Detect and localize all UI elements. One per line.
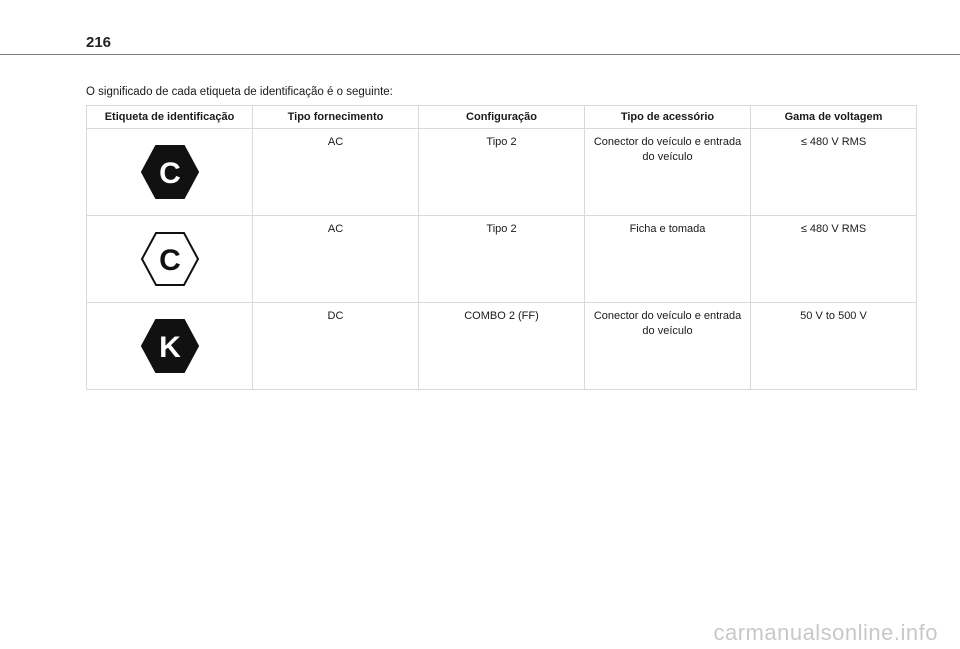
hexagon-label-c-filled-icon [140, 144, 200, 200]
page-number: 216 [86, 34, 112, 51]
hexagon-label-k-filled-icon [140, 318, 200, 374]
accessory-cell: Ficha e tomada [585, 216, 751, 303]
config-cell: COMBO 2 (FF) [419, 303, 585, 390]
hexagon-letter: K [158, 331, 181, 364]
column-header-accessory: Tipo de acessório [585, 106, 751, 129]
voltage-cell: ≤ 480 V RMS [751, 216, 917, 303]
watermark: carmanualsonline.info [713, 620, 938, 645]
label-cell [87, 216, 253, 303]
column-header-voltage: Gama de voltagem [751, 106, 917, 129]
table-row [87, 216, 917, 303]
label-cell [87, 303, 253, 390]
hexagon-letter: C [158, 244, 181, 277]
table-row [87, 129, 917, 216]
hexagon-letter: C [158, 157, 181, 190]
accessory-cell: Conector do veículo e entrada do veículo [585, 303, 751, 390]
table-row [87, 303, 917, 390]
voltage-cell: ≤ 480 V RMS [751, 129, 917, 216]
table-header-row [87, 106, 917, 129]
config-cell: Tipo 2 [419, 216, 585, 303]
column-header-label: Etiqueta de identificação [87, 106, 253, 129]
supply-cell: DC [253, 303, 419, 390]
label-cell [87, 129, 253, 216]
config-cell: Tipo 2 [419, 129, 585, 216]
hexagon-label-c-outline-icon [140, 231, 200, 287]
identification-table [86, 105, 917, 390]
intro-text: O significado de cada etiqueta de identificação é o seguinte: [86, 86, 393, 98]
column-header-supply: Tipo fornecimento [253, 106, 419, 129]
accessory-cell: Conector do veículo e entrada do veículo [585, 129, 751, 216]
header-divider [0, 54, 960, 55]
column-header-config: Configuração [419, 106, 585, 129]
supply-cell: AC [253, 129, 419, 216]
supply-cell: AC [253, 216, 419, 303]
voltage-cell: 50 V to 500 V [751, 303, 917, 390]
